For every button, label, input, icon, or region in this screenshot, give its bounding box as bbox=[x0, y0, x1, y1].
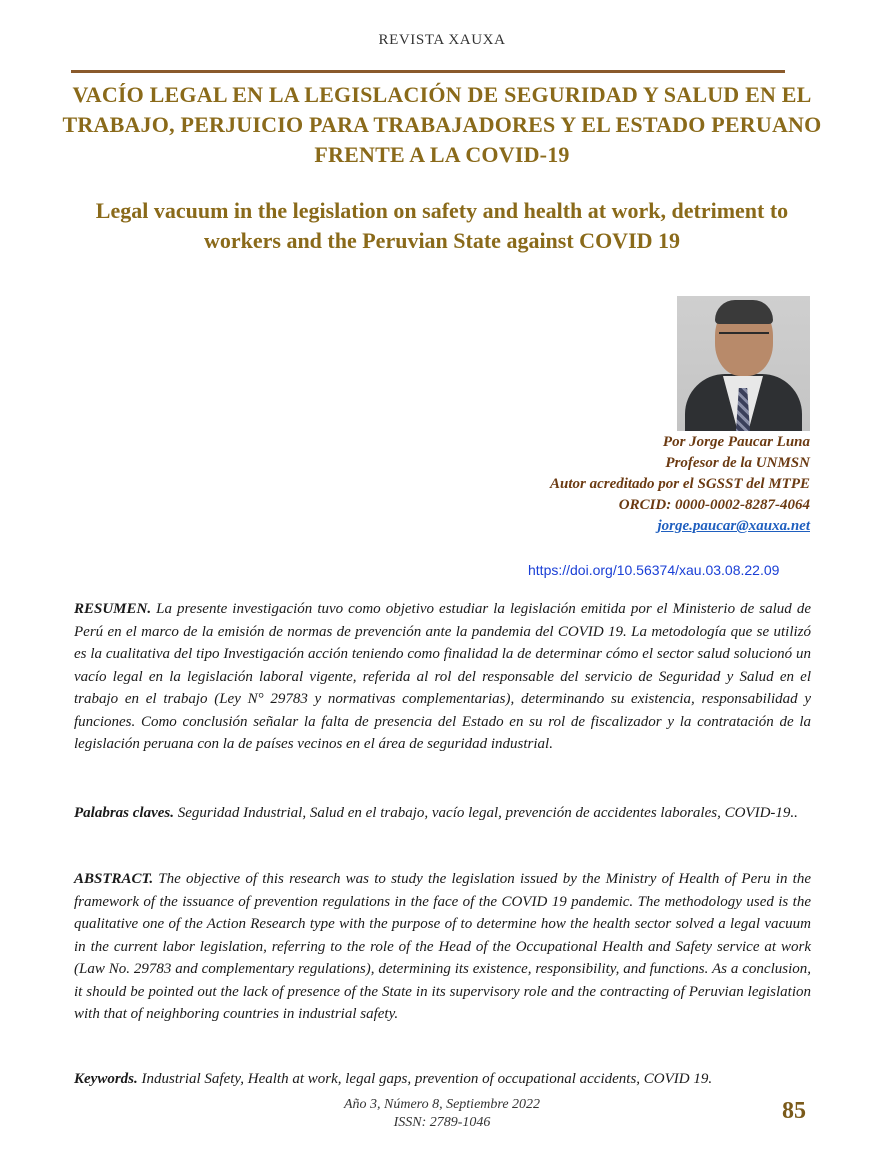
author-byline: Por Jorge Paucar Luna bbox=[662, 434, 810, 450]
footer-issn: ISSN: 2789-1046 bbox=[393, 1115, 491, 1130]
resumen-paragraph bbox=[74, 598, 811, 756]
author-block bbox=[550, 432, 810, 537]
abstract-text: The objective of this research was to study the legislation issued by the Ministry of Health of Peru in the framework of the issuance of prevention regulations in the face of the COVID 19 pandemic. The methodology used is the qualitative one of the Action Research type with the purpose of to determine how the health sector solved a legal vacuum in the current labor legislation, referring to the role of the Head of the Occupational Health and Safety service at work (Law No. 29783 and complementary regulations), determining its existence, responsibility, and functions. As a conclusion, it should be pointed out the lack of presence of the State in its supervisory role and the contracting of Peruvian legislation with that of neighboring countries in industrial safety. bbox=[74, 871, 811, 1022]
photo-glasses bbox=[719, 332, 769, 345]
doi-link[interactable]: https://doi.org/10.56374/xau.03.08.22.09 bbox=[528, 562, 780, 578]
keywords-label: Keywords. bbox=[74, 1071, 138, 1087]
abstract-paragraph bbox=[74, 868, 811, 1026]
footer-issue: Año 3, Número 8, Septiembre 2022 bbox=[343, 1097, 541, 1112]
author-email-link[interactable]: jorge.paucar@xauxa.net bbox=[657, 518, 810, 534]
keywords-paragraph bbox=[74, 1068, 811, 1091]
resumen-label: RESUMEN. bbox=[74, 601, 152, 617]
journal-header: REVISTA XAUXA bbox=[378, 32, 506, 48]
keywords-text: Industrial Safety, Health at work, legal gaps, prevention of occupational accidents, COVID 19. bbox=[137, 1071, 713, 1087]
photo-hair bbox=[715, 300, 773, 324]
palabras-claves-paragraph bbox=[74, 802, 811, 825]
abstract-label: ABSTRACT. bbox=[74, 871, 154, 887]
article-title-spanish: VACÍO LEGAL EN LA LEGISLACIÓN DE SEGURIDAD Y SALUD EN EL TRABAJO, PERJUICIO PARA TRABAJADORES Y EL ESTADO PERUANO FRENTE A LA COVID-19 bbox=[62, 82, 822, 167]
author-accreditation: Autor acreditado por el SGSST del MTPE bbox=[549, 476, 810, 492]
article-title-english: Legal vacuum in the legislation on safety and health at work, detriment to workers and the Peruvian State against COVID 19 bbox=[95, 198, 789, 253]
author-photo bbox=[677, 296, 810, 431]
page-number: 85 bbox=[782, 1098, 806, 1124]
resumen-text: La presente investigación tuvo como objetivo estudiar la legislación emitida por el Ministerio de salud de Perú en el marco de la emisión de normas de prevención ante la pandemia del COVID 19. La metodología que se utilizó es la cualitativa del tipo Investigación acción teniendo como finalidad la de determinar cómo el sector salud solucionó un vacío legal en la legislación laboral vigente, referida al rol del responsable del servicio de Seguridad y Salud en el trabajo en el trabajo (Ley N° 29783 y normativas complementarias), determinando su existencia, responsabilidad y funciones. Como conclusión señalar la falta de presencia del Estado en su rol de fiscalizador y la contratación de la legislación peruana con la de países vecinos en el área de seguridad industrial. bbox=[74, 601, 811, 752]
palabras-claves-label: Palabras claves. bbox=[74, 805, 174, 821]
palabras-claves-text: Seguridad Industrial, Salud en el trabajo, vacío legal, prevención de accidentes laborales, COVID-19.. bbox=[173, 805, 798, 821]
author-role: Profesor de la UNMSN bbox=[665, 455, 810, 471]
header-divider bbox=[71, 70, 785, 73]
author-orcid: ORCID: 0000-0002-8287-4064 bbox=[618, 497, 810, 513]
